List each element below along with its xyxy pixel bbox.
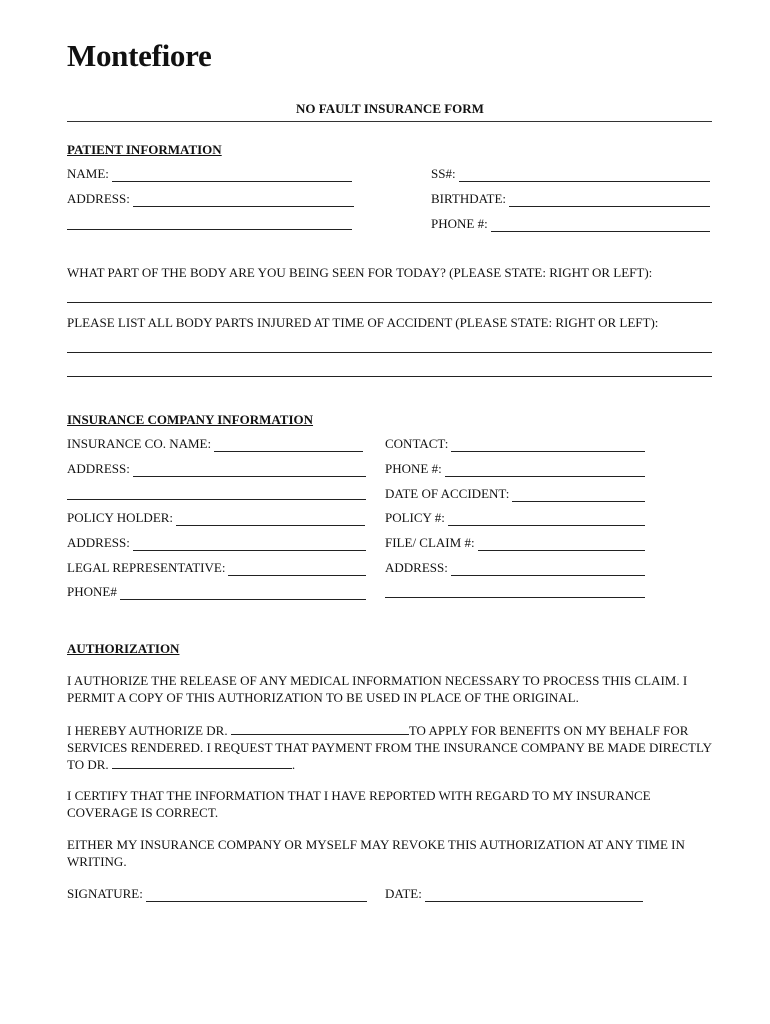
body-part-question: WHAT PART OF THE BODY ARE YOU BEING SEEN FOR TODAY? (PLEASE STATE: RIGHT OR LEFT):: [67, 265, 653, 280]
legal-rep-address-line[interactable]: [451, 562, 645, 576]
signature-date-field[interactable]: [385, 886, 643, 902]
patient-name-label: NAME:: [67, 166, 109, 181]
injured-parts-question: PLEASE LIST ALL BODY PARTS INJURED AT TIME OF ACCIDENT (PLEASE STATE: RIGHT OR LEFT):: [67, 315, 659, 330]
authorize-doctor-text-2: TO APPLY FOR BENEFITS ON MY BEHALF FOR SERVICES RENDERED. I REQUEST THAT PAYMENT FROM THE INSURANCE COMPANY BE MADE DIRECTLY TO DR.: [67, 723, 712, 772]
insurance-phone-field[interactable]: [385, 461, 645, 477]
patient-address-label: ADDRESS:: [67, 191, 130, 206]
patient-address-line[interactable]: [133, 193, 354, 207]
legal-rep-phone-label: PHONE#: [67, 584, 117, 599]
contact-label: CONTACT:: [385, 436, 449, 451]
insurance-co-name-line[interactable]: [214, 438, 363, 452]
form-title: NO FAULT INSURANCE FORM: [296, 101, 484, 116]
birthdate-line[interactable]: [509, 193, 710, 207]
body-part-answer-line[interactable]: [67, 302, 712, 303]
date-of-accident-label: DATE OF ACCIDENT:: [385, 486, 510, 501]
legal-rep-phone-line[interactable]: [120, 586, 366, 600]
injured-parts-answer-line-2[interactable]: [67, 376, 712, 377]
certify-paragraph: I CERTIFY THAT THE INFORMATION THAT I HAVE REPORTED WITH REGARD TO MY INSURANCE COVERAGE IS CORRECT.: [67, 788, 651, 820]
legal-representative-label: LEGAL REPRESENTATIVE:: [67, 560, 226, 575]
contact-field[interactable]: [385, 436, 645, 452]
policy-holder-address-field[interactable]: [67, 535, 366, 551]
insurance-address-field[interactable]: [67, 461, 366, 477]
signature-label: SIGNATURE:: [67, 886, 143, 901]
policy-holder-label: POLICY HOLDER:: [67, 510, 174, 525]
legal-representative-line[interactable]: [228, 562, 366, 576]
injured-parts-answer-line-1[interactable]: [67, 352, 712, 353]
policy-holder-field[interactable]: [67, 510, 365, 526]
insurance-address-line[interactable]: [133, 463, 366, 477]
policy-holder-address-label: ADDRESS:: [67, 535, 130, 550]
patient-phone-label: PHONE #:: [431, 216, 488, 231]
policy-holder-address-line[interactable]: [133, 537, 366, 551]
authorize-doctor-text-3: .: [291, 757, 296, 772]
signature-field[interactable]: [67, 886, 367, 902]
date-of-accident-line[interactable]: [512, 488, 645, 502]
doctor-name-line[interactable]: [231, 722, 409, 735]
file-claim-label: FILE/ CLAIM #:: [385, 535, 475, 550]
policy-number-line[interactable]: [448, 512, 645, 526]
patient-phone-field[interactable]: [431, 216, 710, 232]
insurance-co-name-label: INSURANCE CO. NAME:: [67, 436, 212, 451]
authorization-heading: AUTHORIZATION: [67, 641, 180, 656]
contact-line[interactable]: [451, 438, 645, 452]
legal-rep-address-field[interactable]: [385, 560, 645, 576]
insurance-address-label: ADDRESS:: [67, 461, 130, 476]
legal-rep-address-line-2[interactable]: [385, 597, 645, 598]
payee-doctor-name-line[interactable]: [112, 756, 292, 769]
ss-label: SS#:: [431, 166, 456, 181]
insurance-phone-label: PHONE #:: [385, 461, 442, 476]
file-claim-line[interactable]: [478, 537, 645, 551]
signature-line[interactable]: [146, 888, 367, 902]
policy-holder-line[interactable]: [176, 512, 365, 526]
birthdate-label: BIRTHDATE:: [431, 191, 507, 206]
ss-field[interactable]: [431, 166, 710, 182]
patient-address-line-2[interactable]: [67, 229, 352, 230]
insurance-info-heading: INSURANCE COMPANY INFORMATION: [67, 412, 314, 427]
montefiore-logo: Montefiore: [67, 38, 212, 73]
patient-name-line[interactable]: [112, 168, 352, 182]
birthdate-field[interactable]: [431, 191, 710, 207]
ss-line[interactable]: [459, 168, 710, 182]
policy-number-label: POLICY #:: [385, 510, 445, 525]
insurance-address-line-2[interactable]: [67, 499, 366, 500]
file-claim-field[interactable]: [385, 535, 645, 551]
legal-representative-field[interactable]: [67, 560, 366, 576]
date-of-accident-field[interactable]: [385, 486, 645, 502]
signature-date-line[interactable]: [425, 888, 643, 902]
legal-rep-phone-field[interactable]: [67, 584, 366, 600]
policy-number-field[interactable]: [385, 510, 645, 526]
patient-info-heading: PATIENT INFORMATION: [67, 142, 222, 157]
authorize-doctor-text-1: I HEREBY AUTHORIZE DR.: [67, 723, 231, 738]
signature-date-label: DATE:: [385, 886, 422, 901]
patient-name-field[interactable]: [67, 166, 352, 182]
revoke-paragraph: EITHER MY INSURANCE COMPANY OR MYSELF MAY REVOKE THIS AUTHORIZATION AT ANY TIME IN WRITING.: [67, 837, 685, 869]
insurance-phone-line[interactable]: [445, 463, 645, 477]
authorization-release-paragraph: I AUTHORIZE THE RELEASE OF ANY MEDICAL INFORMATION NECESSARY TO PROCESS THIS CLAIM. I PERMIT A COPY OF THIS AUTHORIZATION TO BE USED IN PLACE OF THE ORIGINAL.: [67, 673, 688, 705]
patient-phone-line[interactable]: [491, 218, 710, 232]
legal-rep-address-label: ADDRESS:: [385, 560, 448, 575]
insurance-co-name-field[interactable]: [67, 436, 363, 452]
authorize-doctor-paragraph: [67, 722, 717, 774]
title-divider: [67, 121, 712, 122]
patient-address-field[interactable]: [67, 191, 354, 207]
